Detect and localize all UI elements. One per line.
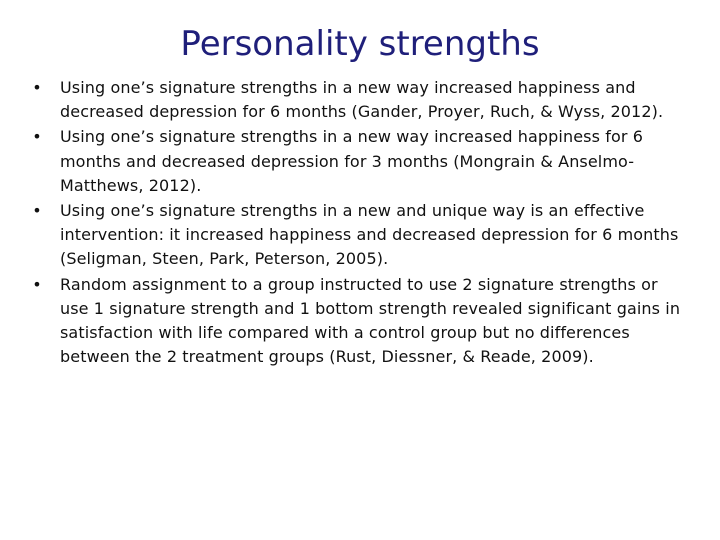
bullet-text: Random assignment to a group instructed to use 2 signature strengths or use 1 signature strength and 1 bottom strength revealed significant gains in satisfaction with life compared with a control group but no differences between the 2 treatment groups (Rust, Diessner, & Reade, 2009). <box>60 274 681 367</box>
bullet-text: Using one’s signature strengths in a new way increased happiness for 6 months and decreased depression for 3 months (Mongrain & Anselmo-Matthews, 2012). <box>60 127 643 195</box>
bullet-icon: • <box>32 274 42 294</box>
bullet-text: Using one’s signature strengths in a new and unique way is an effective intervention: it increased happiness and decreased depression for 6 months (Seligman, Steen, Park, Peterson, 2005). <box>60 201 679 269</box>
bullet-item <box>30 199 690 272</box>
slide-title: Personality strengths <box>180 24 540 64</box>
bullet-icon: • <box>32 201 42 221</box>
bullet-list <box>30 76 690 370</box>
bullet-item <box>30 76 690 124</box>
bullet-item <box>30 273 690 370</box>
bullet-item <box>30 125 690 198</box>
bullet-icon: • <box>32 127 42 147</box>
bullet-text: Using one’s signature strengths in a new way increased happiness and decreased depression for 6 months (Gander, Proyer, Ruch, & Wyss, 2012). <box>60 78 664 122</box>
bullet-icon: • <box>32 78 42 97</box>
